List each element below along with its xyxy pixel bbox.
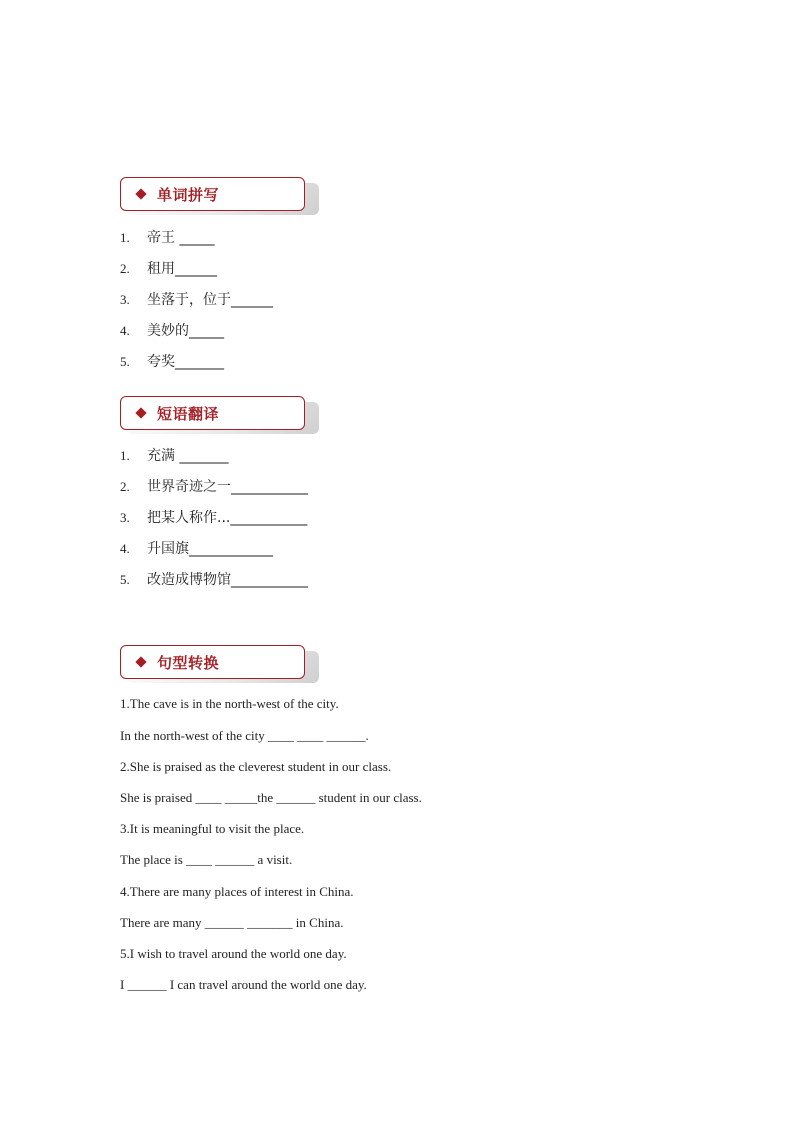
section-header-word-spelling — [120, 177, 307, 213]
list-item — [120, 478, 308, 496]
item-text: 世界奇迹之一___________ — [147, 479, 308, 495]
item-number: 5. — [120, 572, 130, 587]
item-text: 帝王 _____ — [147, 230, 215, 246]
section-title: 单词拼写 — [157, 185, 220, 204]
sentence-line: 3.It is meaningful to visit the place. — [120, 821, 305, 836]
list-item — [120, 509, 307, 527]
item-number: 3. — [120, 510, 130, 525]
item-number: 1. — [120, 448, 130, 463]
item-text: 夸奖_______ — [147, 354, 224, 370]
header-box — [120, 645, 305, 679]
item-text: 充满 _______ — [147, 448, 229, 464]
sentence-line: I ______ I can travel around the world one day. — [120, 977, 367, 992]
item-number: 5. — [120, 354, 130, 369]
list-item — [120, 571, 308, 589]
diamond-icon — [135, 188, 146, 199]
section-title: 短语翻译 — [157, 404, 220, 423]
item-text: 坐落于，位于______ — [147, 292, 273, 308]
sentence-line: 1.The cave is in the north-west of the city. — [120, 696, 339, 711]
item-text: 升国旗____________ — [147, 541, 273, 557]
list-item — [120, 353, 224, 371]
section-header-phrase-translation — [120, 396, 307, 432]
list-item — [120, 540, 273, 558]
sentence-line: There are many ______ _______ in China. — [120, 915, 344, 930]
header-box — [120, 177, 305, 211]
list-item — [120, 260, 217, 278]
item-number: 4. — [120, 323, 130, 338]
item-text: 美妙的_____ — [147, 323, 224, 339]
sentence-line: The place is ____ ______ a visit. — [120, 852, 293, 867]
item-text: 把某人称作...___________ — [147, 510, 308, 526]
item-number: 2. — [120, 261, 130, 276]
item-text: 改造成博物馆___________ — [147, 572, 308, 588]
sentence-line: She is praised ____ _____the ______ student in our class. — [120, 790, 422, 805]
section-title: 句型转换 — [157, 653, 220, 672]
list-item — [120, 322, 224, 340]
item-number: 3. — [120, 292, 130, 307]
item-number: 1. — [120, 230, 130, 245]
item-number: 4. — [120, 541, 130, 556]
list-item — [120, 229, 214, 247]
item-text: 租用______ — [147, 261, 217, 277]
item-number: 2. — [120, 479, 130, 494]
sentence-line: In the north-west of the city ____ ____ ______. — [120, 728, 369, 743]
sentence-line: 4.There are many places of interest in China. — [120, 884, 354, 899]
diamond-icon — [135, 407, 146, 418]
header-box — [120, 396, 305, 430]
sentence-line: 2.She is praised as the cleverest student in our class. — [120, 759, 392, 774]
list-item — [120, 447, 228, 465]
diamond-icon — [135, 656, 146, 667]
sentence-line: 5.I wish to travel around the world one day. — [120, 946, 347, 961]
section-header-sentence-transformation — [120, 645, 307, 681]
list-item — [120, 291, 273, 309]
